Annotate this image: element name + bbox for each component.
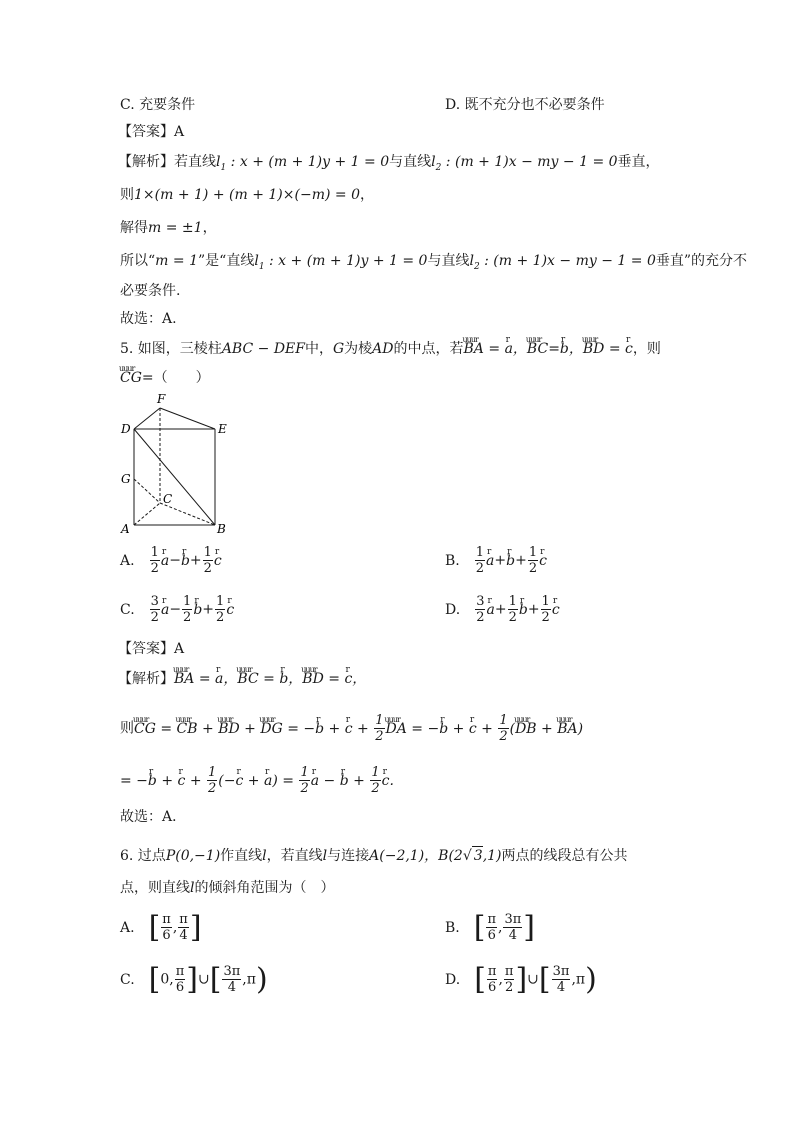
vec-cg: uuur CG: [120, 369, 142, 387]
analysis-tag: 【解析】: [118, 154, 174, 170]
q6-option-b: B. [ $\frac{\pi}{6}$ , $\frac{3\pi}{4}$ ]: [445, 909, 536, 945]
q4-answer: 【答案】A: [118, 124, 185, 140]
text-segment: 6. 过点: [120, 848, 166, 864]
text-segment: 中，: [304, 341, 333, 357]
q4-solve-line: 解得m = ±1，: [120, 220, 217, 236]
label-g: G: [121, 472, 131, 486]
q5-option-c: C. $\frac{3}{2}$ r a− $\frac{1}{2}$ r b+ $\frac{1}{2}$ r c: [120, 594, 234, 625]
math-cg-expansion: uuur CG = uuur CB + uuur BD + uuur DG = −r b + r c + $\frac{1}{2}$ uuur DA = −r b + r c + $\frac{1}{2}$ (uuur DB + uuur BA): [134, 721, 583, 737]
q5-option-a: A. $\frac{1}{2}$ r a−r b+ $\frac{1}{2}$ r c: [120, 545, 222, 576]
math-vectors: uuur BA = r a，uuur BC=r b，uuur BD = r c: [464, 341, 633, 357]
math-perp-condition: 1×(m + 1) + (m + 1)×(−m) = 0: [134, 187, 360, 203]
text-segment: 与直线: [389, 154, 432, 170]
option-label: C.: [120, 971, 135, 988]
q4-option-c: C. 充要条件: [120, 97, 196, 113]
q5-option-b: B. $\frac{1}{2}$ r a+r b+ $\frac{1}{2}$ r c: [445, 545, 547, 576]
text-segment: =（ ）: [141, 370, 210, 386]
edge-gc: [134, 479, 160, 503]
math-cg-result: = −r b + r c + $\frac{1}{2}$ (−r c + r a) = $\frac{1}{2}$ r a − r b + $\frac{1}{2}$ r c.: [120, 773, 394, 789]
q6-option-d: D. [ $\frac{\pi}{6}$ , $\frac{\pi}{2}$ ]∪[ $\frac{3\pi}{4}$ ,π): [445, 961, 597, 997]
q5-analysis-line1: [118, 670, 366, 688]
math-l2: $l_2$ : (m + 1)x − my − 1 = 0: [431, 154, 618, 173]
label-c: C: [163, 492, 173, 506]
q5-choose: 故选：A．: [120, 809, 187, 825]
math-solution: m = ±1: [148, 220, 203, 236]
label-a: A: [121, 522, 130, 536]
math-point-p: P(0,−1): [165, 848, 221, 864]
q6-stem: 6. 过点P(0,−1)作直线l，若直线l与连接A(−2,1)，B(2√ 3,1)两点的线段总有公共: [120, 848, 628, 864]
q5-analysis-line2: [120, 713, 583, 744]
text-segment: 两点的线段总有公共: [501, 848, 628, 864]
edge-ac: [134, 503, 160, 525]
q5-stem: 5. 如图，三棱柱ABC − DEF中，G为棱AD的中点，若uuur BA = r a，uuur BC=r b，uuur BD = r c，则: [120, 340, 661, 358]
q6-option-c: C. [0, $\frac{\pi}{6}$ ]∪[ $\frac{3\pi}{4}$ ,π): [120, 961, 268, 997]
math-m1: m = 1: [155, 253, 198, 269]
text-segment: 解得: [120, 220, 148, 236]
text-segment: 点，则直线: [120, 880, 190, 896]
label-f: F: [157, 392, 166, 406]
q4-so-line2: 必要条件.: [120, 283, 181, 299]
analysis-tag: 【解析】: [118, 671, 174, 687]
math-prism: ABC − DEF: [221, 341, 305, 357]
prism-diagram: [114, 392, 238, 536]
q4-option-d: D. 既不充分也不必要条件: [445, 97, 605, 113]
text-segment: ，则: [632, 341, 661, 357]
edge-cb: [160, 503, 215, 525]
option-label: D.: [445, 971, 461, 988]
q4-analysis-line1: [118, 153, 660, 177]
q5-stem-line2: [120, 369, 210, 387]
label-d: D: [121, 422, 131, 436]
option-label: A.: [120, 919, 135, 936]
text-segment: 与直线: [427, 253, 470, 269]
text-segment: 则: [120, 187, 134, 203]
q6-stem-line2: 点，则直线l的倾斜角范围为（ ）: [120, 880, 335, 896]
text-segment: 的倾斜角范围为（ ）: [194, 880, 335, 896]
text-segment: 垂直”的充分不: [655, 253, 748, 269]
q5-analysis-line3: [120, 765, 394, 796]
text-segment: 5. 如图，三棱柱: [120, 341, 222, 357]
q4-analysis-line2: 则1×(m + 1) + (m + 1)×(−m) = 0，: [120, 187, 374, 203]
edge-df: [134, 408, 160, 429]
text-segment: 的中点，若: [393, 341, 464, 357]
q6-option-a: A. [ $\frac{\pi}{6}$ , $\frac{\pi}{4}$ ]: [120, 909, 202, 945]
option-label: B.: [445, 919, 460, 936]
edge-db: [134, 429, 215, 525]
option-label: A.: [120, 552, 135, 569]
math-given: uuur BA = r a，uuur BC = r b，uuur BD = r c，: [174, 671, 366, 687]
text-segment: 与连接: [327, 848, 370, 864]
q4-choose: 故选：A.: [120, 311, 177, 327]
math-l2: $l_2$ : (m + 1)x − my − 1 = 0: [469, 253, 656, 272]
label-e: E: [218, 422, 227, 436]
math-l1: $l_1$ : x + (m + 1)y + 1 = 0: [254, 253, 428, 272]
q5-option-d: D. $\frac{3}{2}$ r a+ $\frac{1}{2}$ r b+ $\frac{1}{2}$ r c: [445, 594, 560, 625]
text-segment: ，若直线: [266, 848, 323, 864]
text-segment: 作直线: [220, 848, 263, 864]
text-segment: ”是“直线: [198, 253, 255, 269]
edge-fe: [160, 408, 215, 429]
text-segment: 垂直，: [617, 154, 660, 170]
math-points-ab: A(−2,1)，B(2√ 3,1): [369, 848, 502, 864]
text-segment: 所以“: [120, 253, 156, 269]
text-segment: 则: [120, 720, 134, 737]
option-label: B.: [445, 552, 460, 569]
q4-so-line: [120, 252, 747, 276]
q5-answer: 【答案】A: [118, 641, 185, 657]
option-label: C.: [120, 601, 135, 618]
math-l1: $l_1$ : x + (m + 1)y + 1 = 0: [216, 154, 390, 173]
option-label: D.: [445, 601, 461, 618]
label-b: B: [217, 522, 226, 536]
text-segment: 若直线: [174, 154, 216, 170]
text-segment: 为棱: [344, 341, 373, 357]
